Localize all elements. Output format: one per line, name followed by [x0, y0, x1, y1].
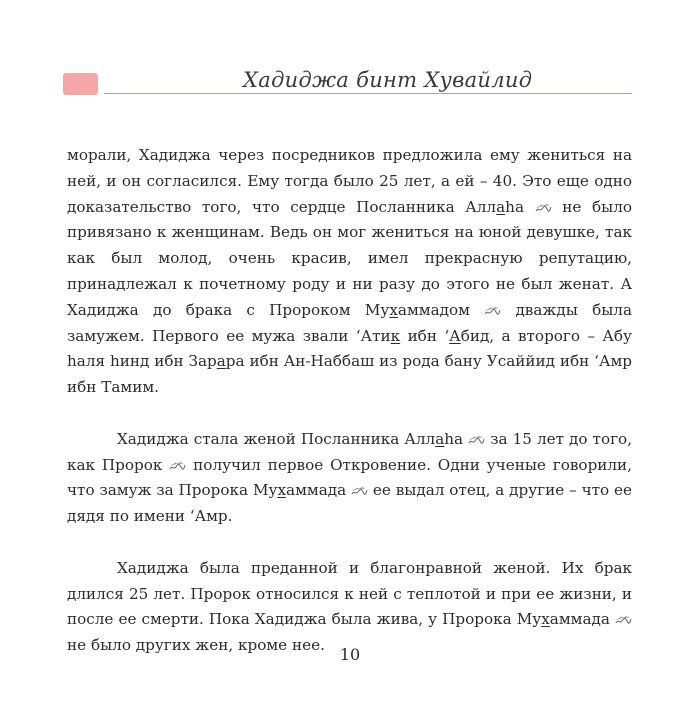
salla-allahu-alayhi-wa-sallam-ligature-icon — [468, 435, 485, 445]
salla-allahu-alayhi-wa-sallam-ligature-icon — [169, 461, 186, 471]
salla-allahu-alayhi-wa-sallam-ligature-icon — [535, 203, 552, 213]
header-divider — [104, 93, 632, 94]
paragraph: Хадиджа была преданной и благонравной женой. Их брак длился 25 лет. Пророк относился к ней с теплотой и при ее жизни, и после ее смерти. Пока Хадиджа была жива, у Пророка Мухаммада не было других жен, кроме нее. — [67, 558, 632, 655]
running-title: Хадиджа бинт Хувайлид — [243, 68, 533, 92]
page-number: 10 — [339, 645, 361, 664]
salla-allahu-alayhi-wa-sallam-ligature-icon — [615, 615, 632, 625]
page-header — [0, 0, 700, 100]
main-text — [67, 143, 632, 659]
salla-allahu-alayhi-wa-sallam-ligature-icon — [351, 486, 368, 496]
header-accent-tab — [63, 73, 98, 95]
paragraph: морали, Хадиджа через посредников предложила ему жениться на ней, и он согласился. Ему тогда было 25 лет, а ей – 40. Это еще одно доказательство того, что сердце Посланника Аллаhа не было привязано к женщинам. Ведь он мог жениться на юной девушке, так как был молод, очень красив, имел прекрасную репутацию, принадлежал к почетному роду и ни разу до этого не был женат. А Хадиджа до брака с Пророком Мухаммадом дважды была замужем. Первого ее мужа звали ‘Атик ибн ‘Абид, а второго – Абу hаля hинд ибн Зарара ибн Ан-Наббаш из рода бану Усаййид ибн ‘Амр ибн Тамим. — [67, 146, 633, 397]
paragraph: Хадиджа стала женой Посланника Аллаhа за 15 лет до того, как Пророк получил первое Откровение. Одни ученые говорили, что замуж за Пророка Мухаммада ее выдал отец, а другие – что ее дядя по имени ‘Амр. — [67, 429, 633, 526]
salla-allahu-alayhi-wa-sallam-ligature-icon — [484, 306, 501, 316]
